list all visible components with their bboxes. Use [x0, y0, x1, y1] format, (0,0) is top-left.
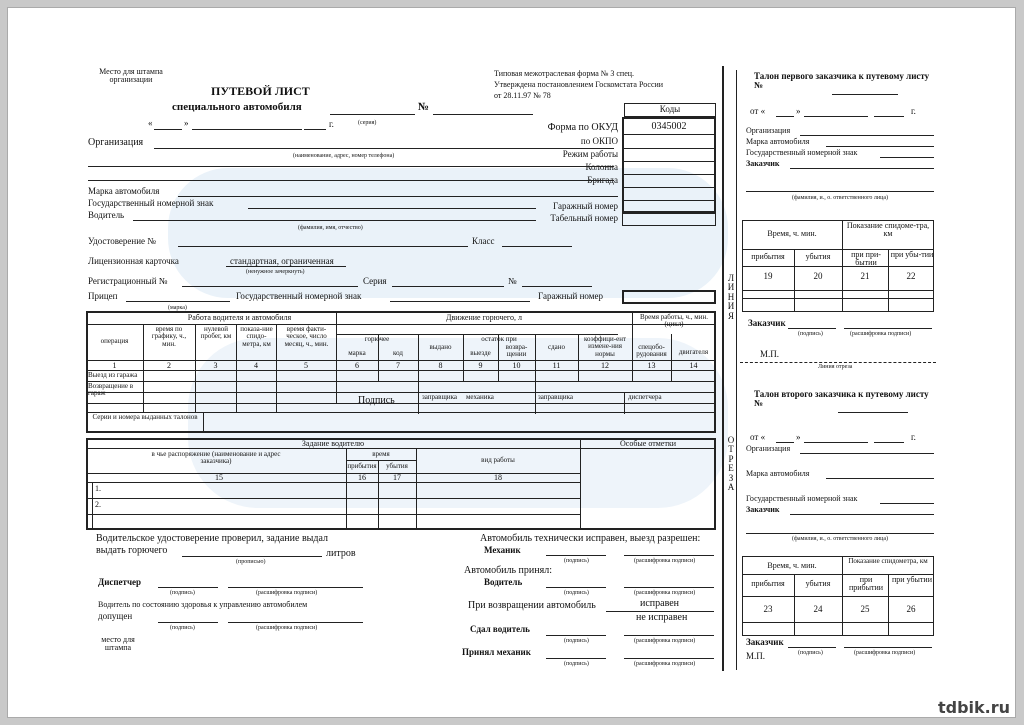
dispatcher-label: диспетчера — [628, 393, 662, 401]
talon2-departure: убытия — [805, 579, 831, 588]
talon2-at-arrival: при прибытии — [848, 575, 884, 593]
talon1-customer: Заказчик — [746, 159, 780, 168]
talon2-decode-cap: (расшифровка подписи) — [854, 650, 916, 656]
talon2-at-departure: при убытии — [892, 575, 932, 584]
special-notes-title: Особые отметки — [620, 439, 676, 448]
n23: 23 — [763, 604, 773, 614]
letter: Н — [727, 291, 735, 302]
letter: О — [727, 435, 735, 445]
n16: 16 — [358, 473, 366, 482]
license-card-value: стандартная, ограниченная — [230, 256, 334, 266]
talon1-cut-line: Линия отреза — [818, 364, 853, 370]
license-label: Удостоверение № — [88, 236, 156, 246]
num-7: 7 — [396, 361, 400, 370]
accepted-sign-caption: (подпись) — [564, 661, 589, 667]
form-info-3: от 28.11.97 № 78 — [494, 91, 551, 100]
not-ok-label: не исправен — [636, 612, 688, 623]
mechanic-sign-caption: (подпись) — [564, 558, 589, 564]
num-3: 3 — [213, 361, 218, 370]
license-card-caption: (ненужное зачеркнуть) — [246, 269, 305, 275]
talon1-close: » — [796, 106, 801, 116]
talon2-customer-sign: Заказчик — [746, 637, 784, 647]
series-caption: (серия) — [358, 120, 377, 126]
license-card-label: Лицензионная карточка — [88, 256, 179, 266]
talon1-brand: Марка автомобиля — [746, 137, 810, 146]
col-return: возвра-щении — [505, 343, 528, 359]
date-close: » — [184, 118, 189, 128]
time-header: время — [372, 450, 390, 458]
driver-decode-caption: (расшифровка подписи) — [634, 590, 696, 596]
trailer-gos-label: Государственный номерной знак — [236, 291, 362, 301]
talon1-gos: Государственный номерной знак — [746, 148, 858, 157]
n22: 22 — [906, 271, 916, 281]
letter: А — [727, 482, 735, 493]
talon2-speedo-header: Показание спидометра, км — [848, 557, 928, 565]
dispatcher-label-bottom: Диспетчер — [98, 577, 142, 587]
task-row-1: 1. — [95, 484, 101, 493]
task-row-2: 2. — [95, 500, 101, 509]
codes-title: Коды — [659, 104, 681, 114]
work-type-header: вид работы — [481, 456, 515, 464]
task-title: Задание водителю — [301, 439, 365, 448]
letter: Я — [727, 310, 734, 321]
handed-decode-caption: (расшифровка подписи) — [634, 638, 696, 644]
driver-sign-caption: (подпись) — [564, 590, 589, 596]
col-zero-run: нулевой пробег, км — [200, 325, 232, 341]
trailer-label: Прицеп — [88, 291, 118, 301]
handed-driver-label: Сдал водитель — [470, 624, 530, 634]
talon1-sign-cap: (подпись) — [798, 331, 823, 337]
series-label: Серия — [363, 276, 387, 286]
class-label: Класс — [472, 236, 495, 246]
talon1-customer-sign: Заказчик — [748, 318, 786, 328]
col-exit: выезде — [470, 349, 491, 357]
reg-num-label: Регистрационный № — [88, 276, 168, 286]
accepted-decode-caption: (расшифровка подписи) — [634, 661, 696, 667]
n21: 21 — [860, 271, 870, 281]
n18: 18 — [494, 473, 502, 482]
num-14: 14 — [689, 361, 698, 370]
site-watermark: tdbik.ru — [938, 698, 1011, 717]
talon2-time-header: Время, ч. мин. — [767, 561, 817, 570]
dispatcher-decode-caption: (расшифровка подписи) — [256, 590, 318, 596]
stamp-place-bottom: место для штампа — [101, 635, 135, 653]
talon1-time-header: Время, ч. мин. — [767, 229, 817, 238]
coupons-label: Серии и номера выданных талонов — [92, 413, 198, 421]
number-sign: № — [418, 101, 430, 113]
org-caption: (наименование, адрес, номер телефона) — [293, 153, 395, 159]
dispatcher-sign-caption: (подпись) — [170, 590, 195, 596]
driver-label: Водитель — [88, 210, 125, 220]
n25: 25 — [860, 604, 870, 614]
gos-num-label: Государственный номерной знак — [88, 198, 214, 208]
talon1-year: г. — [911, 106, 916, 116]
talon2-mp: М.П. — [746, 651, 766, 661]
talon1-title: Талон первого заказчика к путевому листу № — [754, 71, 930, 91]
admitted-decode-caption: (расшифровка подписи) — [256, 625, 318, 631]
signature-label: Подпись — [358, 395, 395, 406]
health-label: Водитель по состоянию здоровья к управлению автомобилем — [98, 600, 308, 609]
talon2-brand: Марка автомобиля — [746, 469, 810, 478]
n15: 15 — [215, 473, 223, 482]
letter: Е — [728, 463, 734, 474]
talon1-mp: М.П. — [760, 349, 780, 359]
col-remain: остаток при — [481, 335, 517, 343]
col-code: код — [393, 349, 403, 357]
col-brand: марка — [348, 349, 366, 357]
ok-label: исправен — [640, 598, 680, 609]
n19: 19 — [763, 271, 773, 281]
liters-label: литров — [326, 548, 356, 559]
num-12: 12 — [601, 361, 609, 370]
work-time-header: Время работы, ч., мин. (цикл) — [640, 313, 708, 329]
col-operation: операция — [100, 337, 129, 345]
num-9: 9 — [478, 361, 483, 370]
col-handed: сдано — [547, 343, 566, 351]
column-label: Колонна — [585, 162, 618, 172]
talon2-sign-cap: (подпись) — [798, 650, 823, 656]
trailer-garage-label: Гаражный номер — [538, 291, 603, 301]
col-issued: выдано — [429, 343, 452, 351]
number-label: № — [508, 276, 517, 286]
okud-label: Форма по ОКУД — [547, 122, 618, 133]
page-title: ПУТЕВОЙ ЛИСТ — [211, 84, 310, 98]
regime-label: Режим работы — [562, 149, 618, 159]
in-words-caption: (прописью) — [236, 559, 266, 565]
letter: Т — [728, 444, 734, 455]
admitted-sign-caption: (подпись) — [170, 625, 195, 631]
num-6: 6 — [355, 361, 359, 370]
talon1-at-departure: при убы-тии — [890, 250, 934, 259]
talon2-gos: Государственный номерной знак — [746, 494, 858, 503]
admitted-label: допущен — [98, 611, 133, 621]
refueler-label: заправщика — [422, 393, 457, 401]
tabel-label: Табельный номер — [550, 213, 618, 223]
letter: Л — [727, 273, 735, 283]
talon1-speedo-header: Показание спидоме-тра, км — [846, 221, 930, 239]
n24: 24 — [813, 604, 823, 614]
n17: 17 — [393, 473, 401, 482]
talon2-close: » — [796, 432, 801, 442]
talon2-customer: Заказчик — [746, 505, 780, 514]
checked-label: Водительское удостоверение проверил, задание выдал — [96, 533, 328, 544]
mark-caption: (марка) — [168, 305, 187, 311]
garage-exit-label: Выезд из гаража — [88, 371, 138, 379]
num-10: 10 — [512, 361, 521, 370]
on-return-label: При возвращении автомобиль — [468, 600, 596, 611]
talon2-arrival: прибытия — [751, 579, 785, 588]
num-1: 1 — [112, 361, 117, 370]
talon1-at-arrival: при при-бытии — [851, 250, 881, 268]
num-5: 5 — [304, 361, 308, 370]
talon1-departure: убытия — [805, 252, 831, 261]
letter: И — [727, 282, 735, 293]
letter: И — [727, 301, 735, 312]
num-8: 8 — [438, 361, 443, 370]
talon1-from: от « — [750, 106, 766, 116]
talon1-decode-cap: (расшифровка подписи) — [850, 331, 912, 337]
col-special: спецобо-рудования — [636, 343, 667, 359]
car-accepted-label: Автомобиль принял: — [464, 565, 552, 576]
talon2-fio-cap: (фамилия, и., о. ответственного лица) — [792, 536, 888, 542]
col-engine: двигателя — [678, 348, 709, 356]
okpo-label: по ОКПО — [580, 136, 618, 146]
waybill-sheet — [7, 7, 1016, 718]
car-brand-label: Марка автомобиля — [88, 186, 160, 196]
col-fuel: горючее — [364, 335, 390, 343]
mechanic-decode-caption: (расшифровка подписи) — [634, 558, 696, 564]
brigade-label: Бригада — [587, 175, 618, 185]
letter: Р — [728, 453, 734, 464]
mechanic-label: механика — [466, 393, 494, 401]
talon2-title: Талон второго заказчика к путевому листу № — [754, 389, 929, 409]
departure-header: убытия — [386, 462, 408, 470]
garage-label: Гаражный номер — [553, 201, 618, 211]
refueler2-label: заправщика — [538, 393, 573, 401]
num-13: 13 — [647, 361, 656, 370]
talon1-org: Организация — [746, 126, 791, 135]
issue-fuel-label: выдать горючего — [96, 545, 168, 556]
col-time-schedule: время по графику, ч., мин. — [151, 325, 187, 348]
talon2-org: Организация — [746, 444, 791, 453]
driver-work-header: Работа водителя и автомобиля — [187, 313, 292, 322]
talon1-fio-cap: (фамилия, и., о. ответственного лица) — [792, 195, 888, 201]
page-subtitle: специального автомобиля — [172, 101, 302, 113]
letter: З — [728, 472, 734, 483]
col-coef: коэффици-ент измене-ния нормы — [583, 335, 627, 358]
col-odometer: показа-ние спидо-метра, км — [240, 325, 273, 348]
driver-label-bottom: Водитель — [484, 577, 523, 587]
talon2-from: от « — [750, 432, 766, 442]
talon2-year: г. — [911, 432, 916, 442]
fuel-move-header: Движение горючего, л — [445, 313, 522, 322]
col-time-fact: время факти-ческое, число месяц, ч., мин. — [284, 325, 329, 348]
form-info-2: Утверждена постановлением Госкомстата России — [494, 80, 664, 89]
form-info-1: Типовая межотраслевая форма № 3 спец. — [494, 69, 635, 78]
org-label: Организация — [88, 137, 144, 148]
tech-ok-label: Автомобиль технически исправен, выезд разрешен: — [480, 533, 701, 544]
mechanic-label-bottom: Механик — [484, 545, 521, 555]
accepted-mech-label: Принял механик — [462, 647, 531, 657]
garage-return-label: Возвращение в гараж — [88, 382, 133, 398]
year-label: г. — [329, 119, 334, 129]
date-open: « — [148, 118, 153, 128]
handed-sign-caption: (подпись) — [564, 638, 589, 644]
n20: 20 — [813, 271, 823, 281]
num-11: 11 — [552, 361, 561, 370]
arrival-header: прибытия — [347, 462, 377, 470]
talon1-arrival: прибытия — [751, 252, 785, 261]
num-4: 4 — [254, 361, 258, 370]
n26: 26 — [906, 604, 916, 614]
disposal-header: в чье распоряжение (наименование и адрес заказчика) — [151, 450, 281, 466]
okud-value: 0345002 — [651, 121, 687, 132]
driver-caption: (фамилия, имя, отчество) — [298, 225, 363, 231]
num-2: 2 — [167, 361, 171, 370]
stamp-place-label: Место для штампа организации — [99, 67, 163, 85]
